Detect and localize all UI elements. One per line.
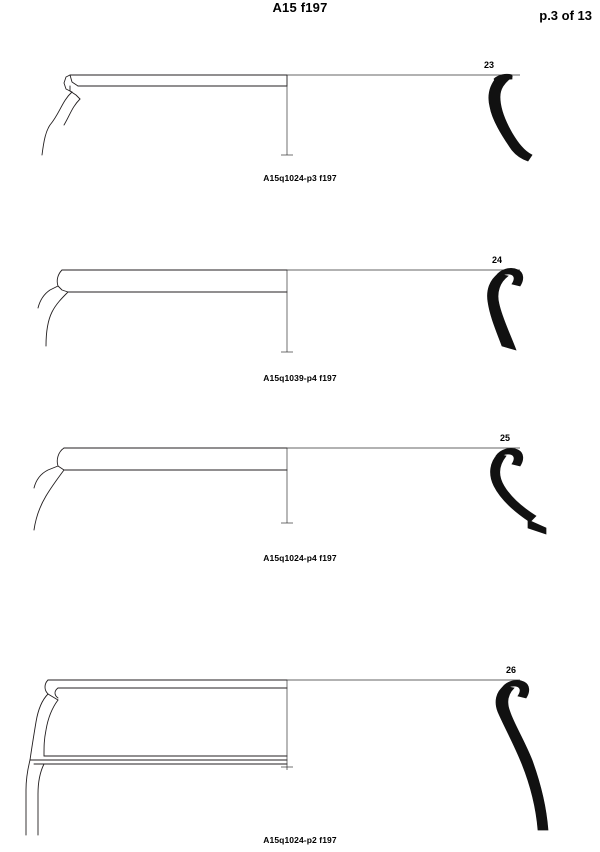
figure-25-number: 25 [500,433,511,443]
figure-26-number: 26 [506,665,517,675]
figure-25-caption: A15q1024-p4 f197 [263,553,337,563]
figure-26-drawing [0,660,600,840]
page-title: A15 f197 [272,0,328,15]
figure-24-caption: A15q1039-p4 f197 [263,373,337,383]
figure-24 [0,250,600,383]
figure-24-number: 24 [492,255,503,265]
figure-23-drawing [0,55,600,175]
figure-25 [0,428,600,563]
figure-23-caption: A15q1024-p3 f197 [263,173,337,183]
figure-26 [0,660,600,845]
figure-24-drawing [0,250,600,370]
figure-23-number: 23 [484,60,495,70]
figure-26-caption: A15q1024-p2 f197 [263,835,337,845]
page-number-label: p.3 of 13 [539,8,592,23]
figure-25-drawing [0,428,600,553]
figure-23 [0,55,600,183]
